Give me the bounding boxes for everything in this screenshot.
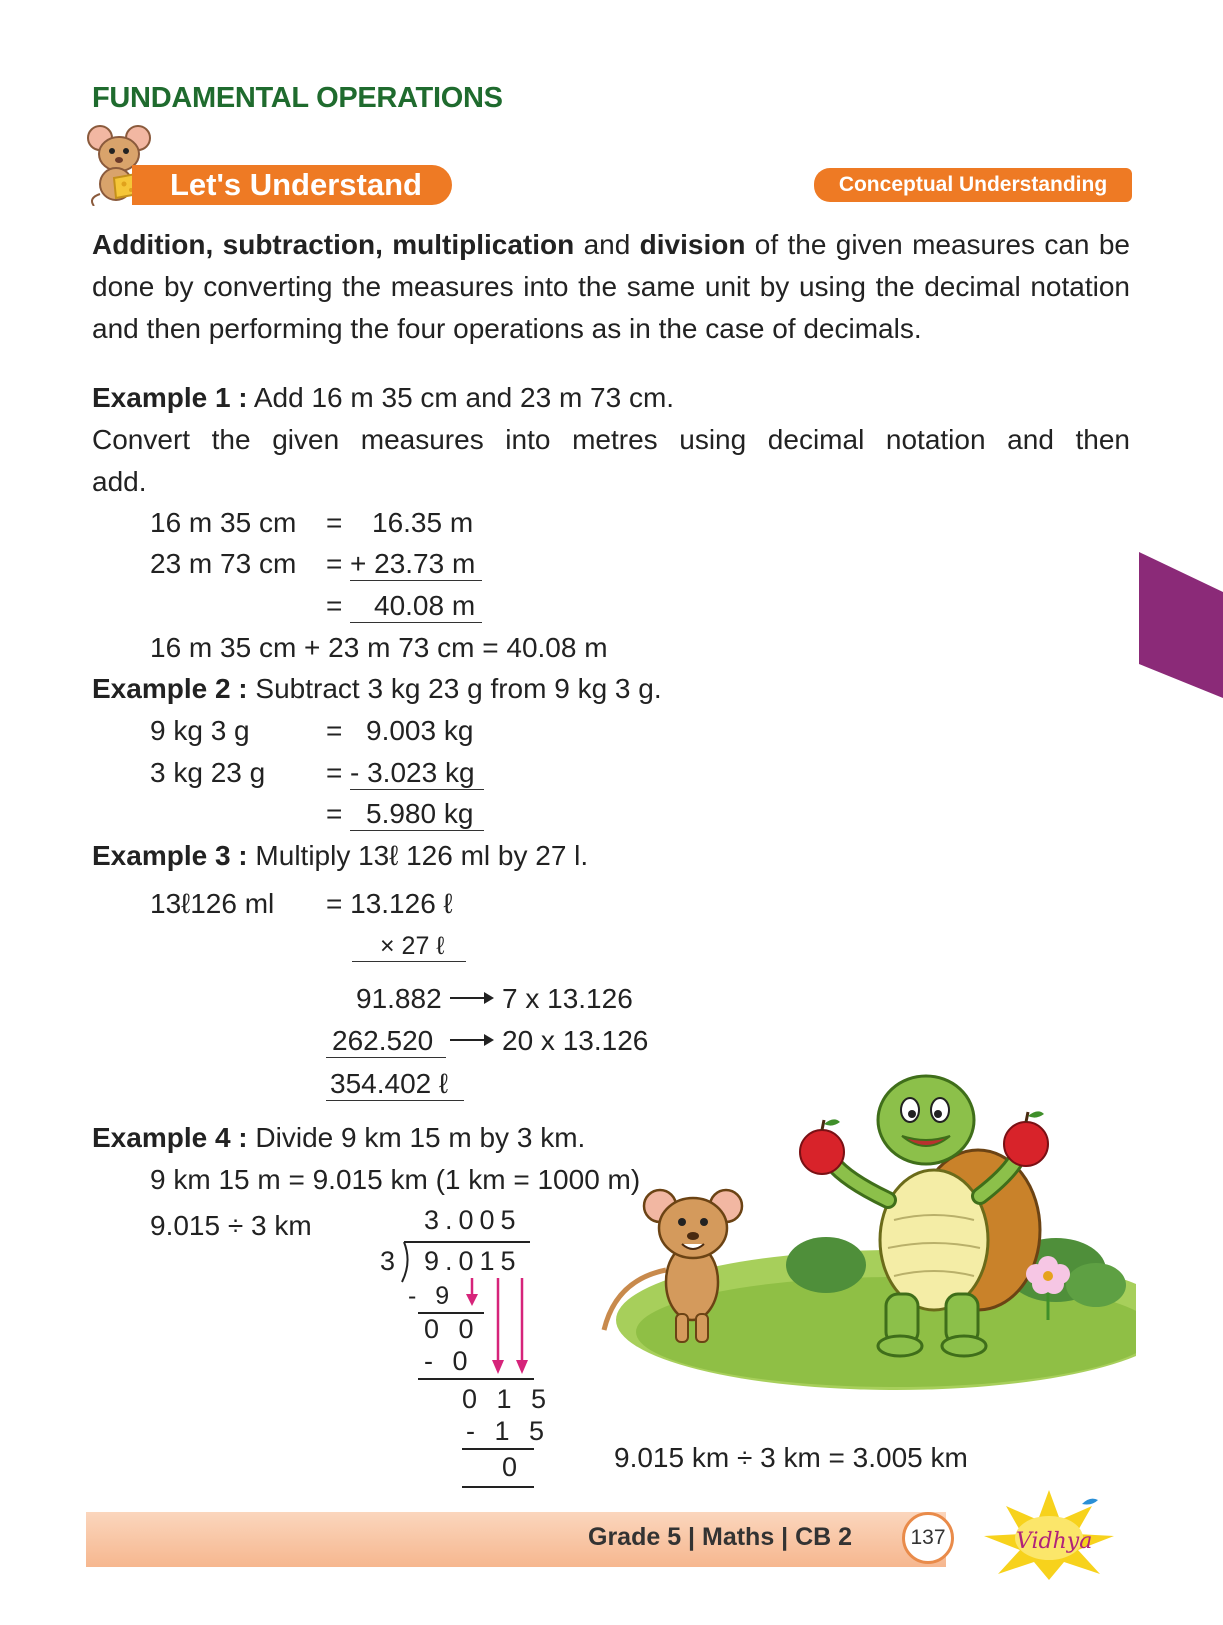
ex1-row2-eq: = xyxy=(326,548,343,579)
example1-instruction-1: Convert the given measures into metres using decimal notation and then xyxy=(92,424,1130,455)
page-number: 137 xyxy=(902,1512,954,1564)
intro-bold-2: division xyxy=(639,229,746,260)
turtle-mouse-illustration xyxy=(596,1070,1136,1400)
division-line-4 xyxy=(462,1486,534,1488)
ex4-step2: 0 0 xyxy=(424,1314,480,1344)
ex1-result: 16 m 35 cm + 23 m 73 cm = 40.08 m xyxy=(150,632,608,663)
ex4-divisor: 3 xyxy=(380,1246,402,1276)
ex4-expression: 9.015 ÷ 3 km xyxy=(150,1210,312,1241)
vidhya-logo-icon xyxy=(964,1484,1134,1580)
ex4-step1: - 9 xyxy=(408,1282,456,1310)
arrow-right-icon xyxy=(448,988,496,1008)
ex4-result: 9.015 km ÷ 3 km = 3.005 km xyxy=(614,1442,968,1473)
ex3-partial1: 91.882 xyxy=(356,983,442,1014)
example2-heading xyxy=(92,673,662,705)
ex1-row3-eq: = xyxy=(326,590,343,621)
ex2-row1-left: 9 kg 3 g xyxy=(150,715,250,746)
ex4-step4: 0 1 5 xyxy=(462,1384,553,1414)
example4-question: Divide 9 km 15 m by 3 km. xyxy=(247,1122,586,1153)
section-label: Let's Understand xyxy=(132,165,452,205)
ex1-row2-val: + 23.73 m xyxy=(350,548,482,581)
footer-text: Grade 5 | Maths | CB 2 xyxy=(588,1523,853,1551)
example1-label: Example 1 : xyxy=(92,382,248,413)
chapter-side-tab xyxy=(1133,552,1223,698)
intro-paragraph xyxy=(92,224,1130,350)
example4-heading xyxy=(92,1122,585,1154)
division-line-3 xyxy=(462,1448,534,1450)
example1-instruction-2: add. xyxy=(92,466,147,497)
ex1-row3-val: 40.08 m xyxy=(350,590,482,623)
intro-text-2: of the given measures can be done by converting the measures into the same unit by using the decimal notation and then performing the four operations as in the case of decimals. xyxy=(92,229,1130,344)
example3-label: Example 3 : xyxy=(92,840,248,871)
bring-down-arrows-icon xyxy=(456,1276,536,1382)
intro-bold-1: Addition, subtraction, multiplication xyxy=(92,229,575,260)
ex3-row1-val: = 13.126 ℓ xyxy=(326,888,453,919)
example3-heading xyxy=(92,840,588,872)
ex2-row1-val: 9.003 kg xyxy=(366,715,474,746)
example2-question: Subtract 3 kg 23 g from 9 kg 3 g. xyxy=(247,673,662,704)
ex2-row2-eq: = xyxy=(326,757,343,788)
ex3-row1-left: 13ℓ126 ml xyxy=(150,888,275,919)
ex3-product: 354.402 ℓ xyxy=(326,1068,464,1101)
ex3-partial2-note: 20 x 13.126 xyxy=(502,1025,649,1056)
ex1-row1-val: 16.35 m xyxy=(372,507,474,538)
ex3-partial1-note: 7 x 13.126 xyxy=(502,983,633,1014)
ex3-multiplier: × 27 ℓ xyxy=(352,932,466,962)
ex4-step5: - 1 5 xyxy=(466,1416,551,1446)
example1-question: Add 16 m 35 cm and 23 m 73 cm. xyxy=(247,382,675,413)
example2-label: Example 2 : xyxy=(92,673,248,704)
conceptual-badge: Conceptual Understanding xyxy=(814,168,1132,202)
svg-text:Vidhya: Vidhya xyxy=(1016,1529,1093,1554)
ex2-row3-eq: = xyxy=(326,798,343,829)
ex4-dividend: 9.015 xyxy=(424,1246,522,1276)
ex1-row1-left: 16 m 35 cm xyxy=(150,507,297,538)
ex4-conversion: 9 km 15 m = 9.015 km (1 km = 1000 m) xyxy=(150,1164,641,1195)
example1-heading xyxy=(92,382,674,414)
ex2-row2-left: 3 kg 23 g xyxy=(150,757,266,788)
page-title: FUNDAMENTAL OPERATIONS xyxy=(92,82,503,114)
arrow-right-icon xyxy=(448,1030,496,1050)
ex2-row3-val: 5.980 kg xyxy=(350,798,484,831)
ex2-row1-eq: = xyxy=(326,715,343,746)
ex1-row1-eq: = xyxy=(326,507,343,538)
ex2-row2-val: - 3.023 kg xyxy=(350,757,484,790)
ex1-row2-left: 23 m 73 cm xyxy=(150,548,297,579)
ex4-step6: 0 xyxy=(502,1452,524,1482)
intro-text-1: and xyxy=(574,229,640,260)
example4-label: Example 4 : xyxy=(92,1122,248,1153)
example3-question: Multiply 13ℓ 126 ml by 27 l. xyxy=(247,840,589,871)
ex4-quotient: 3.005 xyxy=(424,1205,522,1235)
ex4-step3: - 0 xyxy=(424,1346,474,1376)
ex3-partial2: 262.520 xyxy=(326,1025,446,1058)
